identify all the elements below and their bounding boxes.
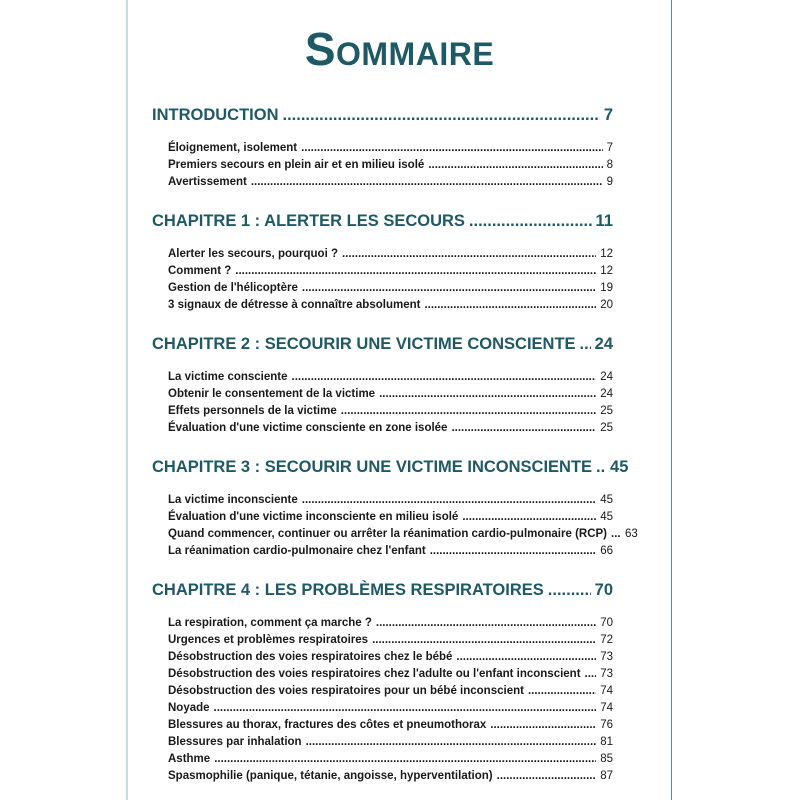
toc-entry[interactable] <box>168 526 638 543</box>
entry-page-number: 7 <box>606 142 613 154</box>
dot-leader <box>301 140 603 157</box>
section-spacer <box>152 191 613 210</box>
entry-page-number: 73 <box>600 668 613 680</box>
entry-title: 3 signaux de détresse à connaître absolument <box>168 299 421 311</box>
dot-leader <box>528 683 596 700</box>
entry-title: Avertissement <box>168 176 247 188</box>
toc-chapter-heading[interactable] <box>152 104 613 126</box>
dot-leader <box>302 492 596 509</box>
toc-entry[interactable] <box>168 403 613 420</box>
dot-leader <box>214 751 596 768</box>
toc-section <box>152 333 613 456</box>
dot-leader <box>306 734 597 751</box>
entry-title: Désobstruction des voies respiratoires chez le bébé <box>168 651 453 663</box>
toc-entry[interactable] <box>168 734 613 751</box>
toc-entry[interactable] <box>168 280 613 297</box>
dot-leader <box>611 526 621 543</box>
toc-chapter-heading[interactable] <box>152 333 613 355</box>
toc-entry[interactable] <box>168 140 613 157</box>
section-spacer <box>152 314 613 333</box>
toc-entry[interactable] <box>168 509 613 526</box>
dot-leader <box>490 717 596 734</box>
toc-entry[interactable] <box>168 632 613 649</box>
entry-title: Gestion de l'hélicoptère <box>168 282 298 294</box>
entry-title: La victime inconsciente <box>168 494 298 506</box>
chapter-page-number: 24 <box>594 335 613 353</box>
toc-entry[interactable] <box>168 157 613 174</box>
toc-chapter-heading[interactable] <box>152 210 613 232</box>
toc-entry-list <box>168 492 638 560</box>
chapter-title: INTRODUCTION <box>152 106 279 124</box>
toc-section <box>152 579 613 785</box>
entry-title: Évaluation d'une victime consciente en zone isolée <box>168 422 448 434</box>
dot-leader <box>456 649 596 666</box>
entry-page-number: 9 <box>606 176 613 188</box>
dot-leader <box>497 768 597 785</box>
toc-entry-list <box>168 615 613 785</box>
entry-page-number: 24 <box>600 371 613 383</box>
entry-page-number: 63 <box>625 528 638 540</box>
entry-page-number: 45 <box>600 511 613 523</box>
entry-title: Blessures par inhalation <box>168 736 302 748</box>
toc-chapter-heading[interactable] <box>152 456 629 478</box>
entry-page-number: 19 <box>600 282 613 294</box>
dot-leader <box>580 333 591 355</box>
toc-entry[interactable] <box>168 543 613 560</box>
entry-title: Asthme <box>168 753 211 765</box>
entry-page-number: 74 <box>600 702 613 714</box>
toc-entry[interactable] <box>168 649 613 666</box>
entry-page-number: 24 <box>600 388 613 400</box>
toc-entry-list <box>168 246 613 314</box>
entry-title: Éloignement, isolement <box>168 142 298 154</box>
chapter-page-number: 45 <box>610 458 629 476</box>
chapter-page-number: 7 <box>603 106 613 124</box>
toc-section <box>152 104 613 210</box>
entry-page-number: 87 <box>600 770 613 782</box>
toc-entry[interactable] <box>168 683 613 700</box>
toc-entry[interactable] <box>168 615 613 632</box>
toc-entry[interactable] <box>168 492 613 509</box>
toc-entry[interactable] <box>168 420 613 437</box>
entry-title: Comment ? <box>168 265 232 277</box>
toc-page <box>126 0 672 800</box>
toc-section <box>152 210 613 333</box>
entry-page-number: 72 <box>600 634 613 646</box>
entry-page-number: 12 <box>600 248 613 260</box>
section-spacer <box>152 437 613 456</box>
entry-page-number: 25 <box>600 405 613 417</box>
chapter-title: CHAPITRE 4 : LES PROBLÈMES RESPIRATOIRES <box>152 581 544 599</box>
entry-title: Désobstruction des voies respiratoires chez l'adulte ou l'enfant inconscient <box>168 668 581 680</box>
toc-entry[interactable] <box>168 246 613 263</box>
entry-title: Effets personnels de la victime <box>168 405 337 417</box>
dot-leader <box>585 666 597 683</box>
entry-page-number: 73 <box>600 651 613 663</box>
entry-title: Blessures au thorax, fractures des côtes et pneumothorax <box>168 719 487 731</box>
entry-page-number: 12 <box>600 265 613 277</box>
toc-entry-list <box>168 140 613 191</box>
chapter-page-number: 11 <box>595 212 613 230</box>
toc-section <box>152 456 638 579</box>
entry-page-number: 74 <box>600 685 613 697</box>
dot-leader <box>235 263 596 280</box>
chapter-title: CHAPITRE 1 : ALERTER LES SECOURS <box>152 212 465 230</box>
dot-leader <box>214 700 597 717</box>
toc-entry-list <box>168 369 613 437</box>
toc-entry[interactable] <box>168 666 613 683</box>
entry-title: Alerter les secours, pourquoi ? <box>168 248 338 260</box>
entry-title: Obtenir le consentement de la victime <box>168 388 376 400</box>
page-title: Sommaire <box>304 23 495 75</box>
entry-title: Spasmophilie (panique, tétanie, angoisse, hyperventilation) <box>168 770 493 782</box>
dot-leader <box>342 246 596 263</box>
entry-title: Désobstruction des voies respiratoires pour un bébé inconscient <box>168 685 524 697</box>
entry-title: Noyade <box>168 702 210 714</box>
entry-title: Quand commencer, continuer ou arrêter la réanimation cardio-pulmonaire (RCP) <box>168 528 608 540</box>
dot-leader <box>379 386 596 403</box>
entry-title: La respiration, comment ça marche ? <box>168 617 372 629</box>
toc-entry[interactable] <box>168 297 613 314</box>
entry-page-number: 81 <box>600 736 613 748</box>
toc-entry[interactable] <box>168 386 613 403</box>
entry-title: La réanimation cardio-pulmonaire chez l'enfant <box>168 545 426 557</box>
dot-leader <box>428 157 602 174</box>
entry-page-number: 25 <box>600 422 613 434</box>
toc-entry[interactable] <box>168 751 613 768</box>
entry-page-number: 70 <box>600 617 613 629</box>
toc-entry[interactable] <box>168 369 613 386</box>
dot-leader <box>548 579 591 601</box>
dot-leader <box>469 210 592 232</box>
entry-title: Premiers secours en plein air et en milieu isolé <box>168 159 425 171</box>
dot-leader <box>302 280 596 297</box>
entry-title: La victime consciente <box>168 371 288 383</box>
toc-chapter-heading[interactable] <box>152 579 613 601</box>
entry-page-number: 76 <box>600 719 613 731</box>
toc-entry[interactable] <box>168 700 613 717</box>
toc-entry[interactable] <box>168 717 613 734</box>
dot-leader <box>283 104 600 126</box>
chapter-title: CHAPITRE 3 : SECOURIR UNE VICTIME INCONSCIENTE <box>152 458 593 476</box>
entry-page-number: 45 <box>600 494 613 506</box>
dot-leader <box>596 456 606 478</box>
dot-leader <box>451 420 596 437</box>
dot-leader <box>376 615 596 632</box>
entry-page-number: 20 <box>600 299 613 311</box>
dot-leader <box>251 174 603 191</box>
section-spacer <box>152 560 613 579</box>
entry-title: Urgences et problèmes respiratoires <box>168 634 369 646</box>
entry-title: Évaluation d'une victime inconsciente en milieu isolé <box>168 511 459 523</box>
toc-entry[interactable] <box>168 174 613 191</box>
entry-page-number: 66 <box>600 545 613 557</box>
dot-leader <box>430 543 597 560</box>
chapter-title: CHAPITRE 2 : SECOURIR UNE VICTIME CONSCIENTE <box>152 335 576 353</box>
toc-entry[interactable] <box>168 768 613 785</box>
entry-page-number: 8 <box>606 159 613 171</box>
dot-leader <box>292 369 597 386</box>
table-of-contents <box>152 104 638 785</box>
dot-leader <box>424 297 596 314</box>
toc-entry[interactable] <box>168 263 613 280</box>
chapter-page-number: 70 <box>594 581 613 599</box>
dot-leader <box>341 403 596 420</box>
dot-leader <box>372 632 596 649</box>
dot-leader <box>462 509 596 526</box>
entry-page-number: 85 <box>600 753 613 765</box>
